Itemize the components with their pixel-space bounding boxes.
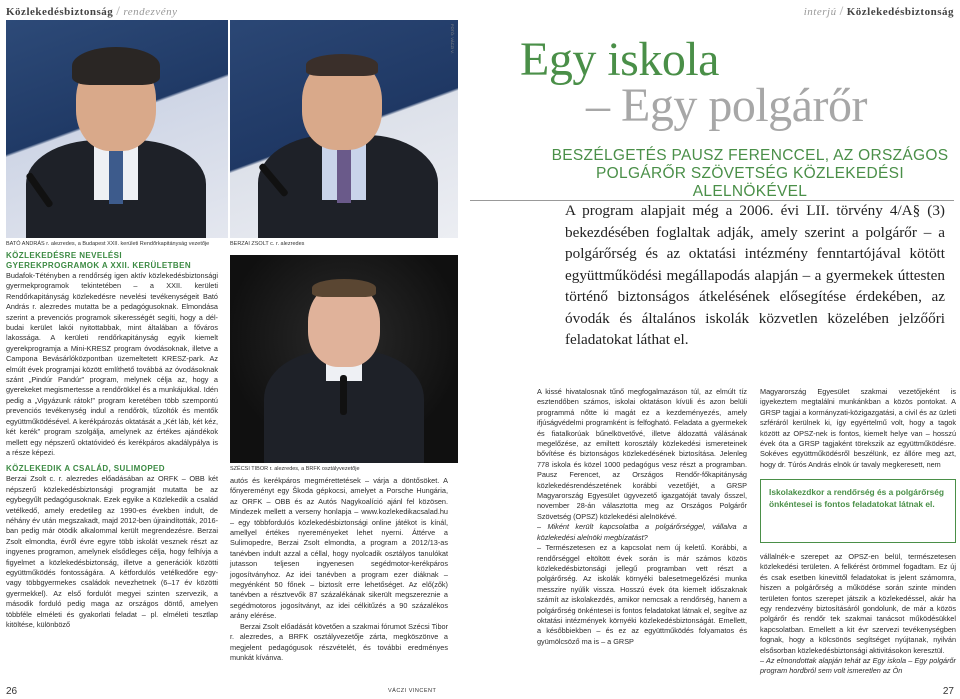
subsection-name: interjú: [803, 6, 837, 18]
lead-subtitle: BESZÉLGETÉS PAUSZ FERENCCEL, AZ ORSZÁGOS POLGÁRŐR SZÖVETSÉG KÖZLEKEDÉSI ALELNÖKÉVEL: [551, 147, 949, 200]
subsection-name: rendezvény: [123, 6, 178, 18]
right-article-column-2b: [760, 552, 956, 677]
paragraph: vállalnék-e szerepet az OPSZ-en belül, természetesen közlekedési területen. A felkérést örömmel fogadtam. Ez új és csak esetben kinevittől feladatokat is jelent számomra, hiszen a polgárőrség a működése során szinte minden területen fontos szerepet játszik a közlekedéssel, akár ha egy rendezvény biztosításáról gondolunk, de már a közös polgárőr és rendőr tek szakmai tanácsot működésükkel kapcsolatban. Emellett a kit évr szervezi tevékenységben fognak, hogy a kölcsönös segítséget nyújtanak, nyilván elsősorban közlekedésbiztonsági aktivitásokon keresztül.: [760, 552, 956, 655]
question: – Az elmondottak alapján tehát az Egy iskola – Egy polgárőr program hordbról sem volt ismeretlen az Ön: [760, 656, 956, 676]
subhead-1: [6, 251, 218, 271]
paragraph: – Természetesen ez a kapcsolat nem új keletű. Korábbi, a rendőrséggel eltöltött évek során is már számos közös közlekedésbiztonsági jellegű programban vett részt a polgárőrség. Az iskolák környéki balesetmegelőzési munka messzire nyúlik vissza. Hosszú évek óta kiemelt időszaknak számít az iskolakezdés, amikor nemcsak a rendőrség, hanem a polgárőrség önkéntesei is fontos feladatokat látnak el, segítve az oktatási intézmények környéki közlekedésbiztonságát. Emellett, a későbbiekben – és ez az együttműködés folyamatos és gyümölcsöző ma is – a GRSP: [537, 543, 747, 646]
right-article-column-1: [537, 387, 747, 647]
question: – Miként került kapcsolatba a polgárőrséggel, vállalva a közlekedési alelnöki megbízatást?: [537, 522, 747, 542]
running-head-right: [804, 3, 954, 19]
left-article-column-1: [6, 251, 218, 630]
paragraph: Berzai Zsolt előadását követően a szakmai fórumot Szécsi Tibor r. alezredes, a BRFK osztályvezetője zárta, megköszönve a megjelent pedagógusok részvételét, és további eredményes munkát kívánva.: [230, 621, 448, 662]
photo-speaker-berzai: [230, 20, 458, 238]
page-number-right: 27: [942, 686, 954, 697]
intro-paragraph: A program alapjait még a 2006. évi LII. törvény 4/A§ (3) bekezdésében foglaltak adják, amely szerint a polgárőr – a polgárőrség és az oktatási intézmény fenntartójával kötött együttműködési megállapodás alapján – a gyermekek úttesten történő biztonságos átkelésének elősegítése érdekében, az óvodák és általános iskolák közvetlen közelében jelzőőri feladatokat láthat el.: [565, 202, 945, 348]
paragraph: autós és kerékpáros megmérettetések – várja a döntősöket. A főnyereményt egy Škoda gépkocsi, amelyet a Porsche Hungária, az ORFK – OBB és az Autós Nagykoalíció ajánl fel közösen. Mindezek mellett a verseny honlapja – www.kozlekedikacsalad.hu – egy többfordulós közlekedésbiztonsági online játékot is kínál, amellyel értékes nyereményeket lehet nyerni. Áttérve a Sulimopedre, Berzai Zsolt elmondta, a program a 2012/13-as tanévben indult azzal a céllal, hogy nyolcadik osztályos tanulókat jutasson teljesen ingyenesen segédmotor-kerékpáros jogosítványhoz. Az idei tanévben a program ezer diáknak – megyénként 50 főnek – biztosít erre lehetőséget. Az elő(zők) tanévben a résztvevők 87 százalékának sikerült megszereznie a segédmotoros jogosítványt, az idei célkitűzés a 90 százalékos arány elérése.: [230, 476, 448, 621]
subhead-1-line2: GYEREKPROGRAMOK A XXII. KERÜLETBEN: [6, 261, 192, 270]
caption-photo2: BERZAI ZSOLT c. r. alezredes: [230, 241, 305, 247]
right-article-column-2: [760, 387, 956, 470]
pull-quote: Iskolakezdkor a rendőrség és a polgárőrség önkéntesei is fontos feladatokat látnak el.: [760, 479, 956, 543]
caption-photo3: SZÉCSI TIBOR r. alezredes, a BRFK osztályvezetője: [230, 466, 360, 472]
photo-speaker-bato: [6, 20, 228, 238]
photo-speaker-szecsi: [230, 255, 458, 463]
left-article-column-2: [230, 476, 448, 663]
running-head-left: [6, 3, 177, 19]
paragraph: A kissé hivatalosnak tűnő megfogalmazáson túl, az elmúlt tíz esztendőben számos, iskolai oktatáson kívüli és azon belüli programmá nőtte ki magát ez a kezdeményezés, amely ifjúságvédelmi programként is felfogható. Feladata a gyermekek és fiatalkorúak bűnelkövetővé, illetve áldozattá válásának megelőzése, az emiltett korosztály közlekedési ismereteinek bővítése és biztonságos közlekedésének biztosítása. Jelenleg 778 iskola és közel 1000 pedagógus vesz részt a programban. Pausz Ferencet, az Országos Rendőr-főkapitányság közlekedésrendészetének korábbi vezetőjét, a GRSP Magyarország Egyesület ügyvezető igazgatóját tavaly ősszel, november 28-án választotta meg az Országos Polgárőr Szövetség (OPSZ) közlekedési alelnökévé.: [537, 387, 747, 521]
subhead-2: KÖZLEKEDIK A CSALÁD, SULIMOPED: [6, 464, 165, 474]
photo-credit: FOTÓ: VÁCZI V.: [450, 24, 455, 54]
subhead-1-line1: KÖZLEKEDÉSRE NEVELÉSI: [6, 251, 122, 260]
slash-divider: /: [116, 3, 121, 18]
headline-line1: Egy iskola: [520, 33, 719, 86]
paragraph: Budafok-Tétényben a rendőrség igen aktív közlekedésbiztonsági gyermekprogramok tekintetében – a XXII. kerületi Rendőrkapitányság közlekedésre nevelési tevékenységeit Bató András r. alezredes mutatta be a pedagógusoknak. Elmondása szerint a prevenciós programok sikerességét segíti, hogy a dél-budai kerület lakói nyitottabbak, mint általában a főváros lakossága. A kerületi rendőrkapitányság egyik kiemelt gyerekprogramja a Mini-KRESZ program óvodásoknak, illetve a Campona Bevásárlóközpontban üzemeltetett KRESZ-park. Az elmúlt évek programjai között említhető továbbá az óvodásoknak szánt „Pindúr Pandúr” program, melynek célja az, hogy a gyerekeket megismertesse a rendőrökkel és a munkájukkal. Idén pedig a „Vigyázunk rátok!” program keretében több szempontú prevenciós tevékenység indul a rendőrök, tűzoltók és mentők együttműködésével. A kerékpározás oktatását a „Két láb, két kéz, két kerék” program szolgálja, amelynek az értékes ajándékok mellett egy népszerű oktatóvideó és kerékpáros akadálypálya is a része képezi.: [6, 271, 218, 457]
paragraph: Berzai Zsolt c. r. alezredes előadásában az ORFK – OBB két népszerű közlekedésbiztonsági programját mutatta be az egybegyűlt pedagógusoknak. Ezek egyike a Közlekedik a család vetélkedő, amely eredetileg az 1990-es években indult, de néhány év után megszakadt, majd 2012-ben újraindították, 2016-ban pedig már ötödik alkalommal került megrendezésre. Berzai Zsolt elmondta, évről évre egyre több iskolát vesznek részt az ingyenes programon, amelynek elsődleges célja, hogy felhívja a figyelmet a közlekedésbiztonság, illetve a generációk közötti együttműködés fontosságára. A kétfordulós vetélkedőre egy- vagy többgyermekes családok nevezhetnek (6–17 év közötti gyermekkel). Az első fordulót megyei szinten szervezik, a második forduló pedig maga az országos döntő, amelyen többféle elméleti és gyakorlati feladat – pl. elméleti tesztlap kitöltése, különböző: [6, 474, 218, 629]
headline-line2: – Egy polgárőr: [586, 79, 867, 132]
caption-photo1: BATÓ ANDRÁS r. alezredes, a Budapest XXII. kerületi Rendőrkapitányság vezetője: [6, 241, 210, 247]
section-name: Közlekedésbiztonság: [6, 6, 114, 18]
author-name: VÁCZI VINCENT: [388, 688, 437, 694]
paragraph: Magyarország Egyesület szakmai vezetőjeként is igyekeztem megtalálni munkánkban a közös pontokat. A GRSP tagjai a kormányzati-közigazgatási, a civil és az üzleti szféráról kerülnek ki, így egyértelmű volt, hogy a tagok között az OPSZ-nek is fontos, kiemelt helye van – hosszú évek óta a GRSP tagjaként törekszik az együttműködésre. Sokéves együttműködésről beszélünk, ez állóre meg azt, hogy dr. Túrós András elnök úr tavaly megkeresett, nem: [760, 387, 956, 469]
page-number-left: 26: [6, 686, 18, 697]
section-name: Közlekedésbiztonság: [846, 6, 954, 18]
slash-divider: /: [839, 3, 844, 18]
